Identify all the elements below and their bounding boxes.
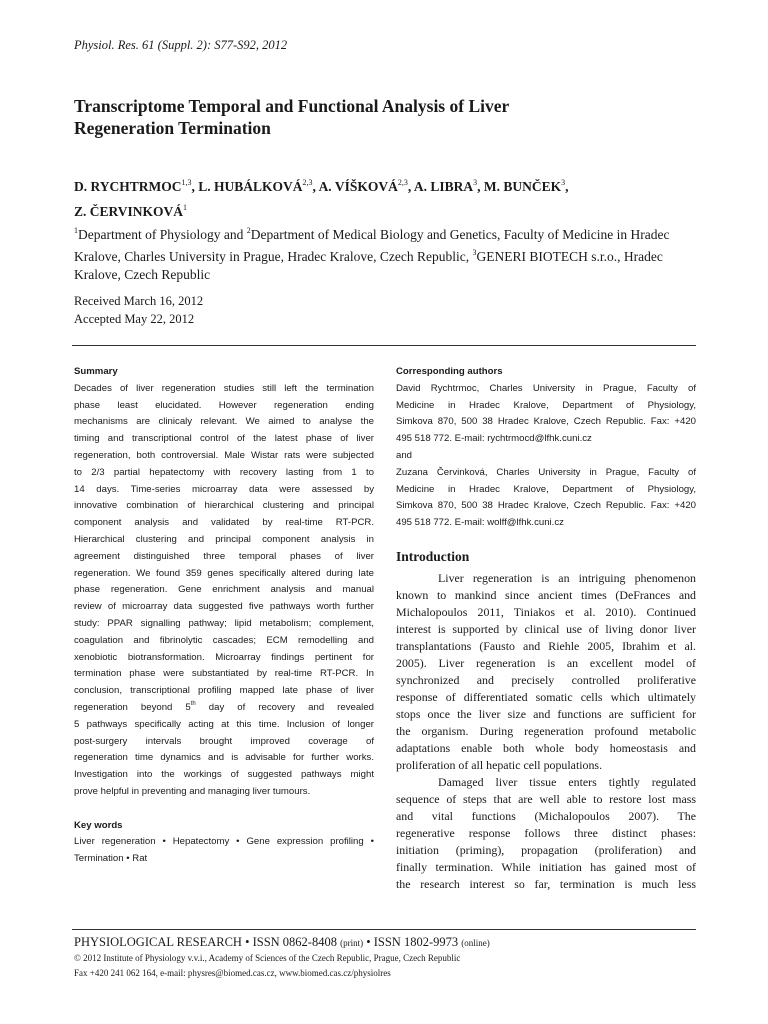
affiliation-mark: 2 — [246, 226, 251, 235]
footer-print-label: (print) — [340, 938, 364, 948]
corresponding-heading: Corresponding authors — [396, 366, 503, 377]
summary-line: review of microarray data suggested five pathways worth further — [74, 601, 374, 613]
introduction-body — [396, 570, 696, 893]
summary-line: timing and transcriptional control of the latest phase of liver — [74, 433, 374, 445]
footer-copyright: © 2012 Institute of Physiology v.v.i., Academy of Sciences of the Czech Republic, Prague, Czech Republic — [74, 953, 461, 963]
summary-line: regeneration, both controversial. Male Wistar rats were subjected — [74, 449, 374, 461]
intro-line: known to mankind since ancient times (DeFrances and — [396, 588, 696, 602]
intro-line: stops once the liver size and functions are sufficient for — [396, 707, 696, 721]
introduction-heading: Introduction — [396, 549, 470, 564]
intro-line: sequence of steps that are well able to restore lost mass — [396, 792, 696, 806]
summary-line: post-surgery intervals brought improved coverage of — [74, 735, 374, 747]
summary-line: Decades of liver regeneration studies still left the termination — [74, 382, 374, 394]
intro-line: the research interest so far, termination is much less — [396, 877, 696, 891]
footer-journal: PHYSIOLOGICAL RESEARCH • ISSN 0862-8408 — [74, 935, 337, 949]
summary-text: regeneration beyond 5 — [74, 701, 191, 713]
intro-line: synchronized and precisely controlled proliferative — [396, 673, 696, 687]
corresponding-line: Medicine in Hradec Kralove, Department of Physiology, — [396, 399, 696, 411]
summary-line: xenobiotic biotransformation. Microarray findings pertinent for — [74, 651, 374, 663]
intro-line: 2005). Liver regeneration is an excellent model of — [396, 656, 696, 670]
author-list: D. RYCHTRMOC$^{1,3}$, L. HUBÁLKOVÁ$^{2,3}$, A. VÍŠKOVÁ$^{2,3}$, A. LIBRA$^3$, M. BUNČEK$^3$, Z. ČERVINKOVÁ$^1$ — [74, 178, 569, 219]
intro-line: Michalopoulos 2011, Tiniakos et al. 2010). Continued — [396, 605, 696, 619]
footer-journal-line — [74, 935, 698, 951]
summary-line: innovative combination of hierarchical clustering and principal — [74, 500, 374, 512]
affiliations — [74, 222, 696, 284]
summary-line: regeneration. We found 359 genes specifically altered during late — [74, 567, 374, 579]
author-affiliation-mark: 2,3 — [302, 178, 313, 187]
footer-contact: Fax +420 241 062 164, e-mail: physres@biomed.cas.cz, www.biomed.cas.cz/physiolres — [74, 968, 391, 978]
affiliation-text: Department of Medical Biology and Genetics, Faculty of Medicine in Hradec Kralove, Charles University in Prague, Hradec Kralove, Czech Republic, — [74, 227, 670, 264]
summary-line: Investigation into the workings of suggested pathways might — [74, 769, 374, 781]
corresponding-line: Zuzana Červinková, Charles University in Prague, Faculty of — [396, 466, 696, 478]
accepted-date: Accepted May 22, 2012 — [74, 312, 195, 326]
spacer — [74, 801, 374, 818]
corresponding-line: 495 518 772. E-mail: rychtrmocd@lfhk.cuni.cz — [396, 433, 592, 445]
corresponding-authors-column — [396, 364, 696, 532]
intro-line: Damaged liver tissue enters tightly regulated — [438, 775, 696, 789]
intro-line: initiation (priming), propagation (proliferation) and — [396, 843, 696, 857]
summary-line: 14 days. Time-series microarray data were assessed by — [74, 483, 374, 495]
corresponding-line: Simkova 870, 500 38 Hradec Kralove, Czech Republic. Fax: +420 — [396, 500, 696, 512]
title-line-1: Transcriptome Temporal and Functional Analysis of Liver — [74, 96, 510, 116]
intro-line: proliferation of all hepatic cell populations. — [396, 758, 603, 772]
author-name: L. HUBÁLKOVÁ — [198, 179, 303, 194]
intro-line: response of differentiated somatic cells which ultimately — [396, 690, 696, 704]
paper-title — [74, 95, 694, 139]
intro-line: adaptations enable both whole body homeostasis and — [396, 741, 696, 755]
corresponding-line: Medicine in Hradec Kralove, Department of Physiology, — [396, 483, 696, 495]
author-affiliation-mark: 2,3 — [397, 178, 408, 187]
intro-line: interest is supported by clinical use of living donor liver — [396, 622, 696, 636]
summary-line: phase least elucidated. However regeneration ending — [74, 399, 374, 411]
summary-line: prove helpful in preventing and managing liver tumours. — [74, 785, 311, 797]
author-affiliation-mark: 1 — [183, 203, 188, 212]
summary-line: termination phase were substantiated by real-time RT-PCR. In — [74, 668, 374, 680]
corresponding-line: David Rychtrmoc, Charles University in Prague, Faculty of — [396, 382, 696, 394]
author-affiliation-mark: 3 — [561, 178, 566, 187]
intro-line: and vital functions (Michalopoulos 2007). The — [396, 809, 696, 823]
author-name: M. BUNČEK — [483, 179, 562, 194]
received-date: Received March 16, 2012 — [74, 294, 204, 308]
summary-line: regeneration time dynamics and is advisable for further works. — [74, 752, 374, 764]
summary-line: phase regeneration. Gene enrichment analysis and manual — [74, 584, 374, 596]
summary-heading: Summary — [74, 366, 118, 377]
ordinal-suffix: th — [190, 700, 196, 707]
footer-issn-online: • ISSN 1802-9973 — [363, 935, 459, 949]
journal-footer — [74, 935, 698, 981]
header-divider — [72, 345, 696, 346]
summary-line: to 2/3 partial hepatectomy with recovery lasting from 1 to — [74, 466, 374, 478]
corresponding-line: 495 518 772. E-mail: wolff@lfhk.cuni.cz — [396, 517, 564, 529]
intro-line: transplantations (Fausto and Riehle 2005, Ibrahim et al. — [396, 639, 696, 653]
summary-column — [74, 364, 374, 868]
summary-line: Hierarchical clustering and principal component analysis in — [74, 533, 374, 545]
footer-online-label: (online) — [461, 938, 490, 948]
author-name: A. VÍŠKOVÁ — [318, 179, 398, 194]
keywords-line: Termination • Rat — [74, 853, 148, 865]
corresponding-line: Simkova 870, 500 38 Hradec Kralove, Czech Republic. Fax: +420 — [396, 416, 696, 428]
summary-line: mechanisms are clinicaly relevant. We aimed to analyse the — [74, 416, 374, 428]
intro-line: Liver regeneration is an intriguing phenomenon — [438, 571, 696, 585]
title-line-2: Regeneration Termination — [74, 118, 271, 138]
author-affiliation-mark: 1,3 — [181, 178, 192, 187]
author-name: D. RYCHTRMOC — [74, 179, 182, 194]
journal-reference: Physiol. Res. 61 (Suppl. 2): S77-S92, 2012 — [74, 38, 288, 52]
affiliation-mark: 1 — [74, 226, 78, 235]
footer-divider — [72, 929, 696, 930]
author-name: A. LIBRA — [413, 179, 474, 194]
affiliation-text: GENERI BIOTECH s.r.o., Hradec Kralove, Czech Republic — [74, 249, 663, 282]
summary-text: day of recovery and revealed — [195, 701, 374, 713]
summary-line — [74, 700, 374, 717]
intro-line: finally termination. While initiation has gained most of — [396, 860, 696, 874]
summary-line: conclusion, transcriptional profiling mapped late phase of liver — [74, 685, 374, 697]
summary-line: agreement distinguished three temporal phases of liver — [74, 550, 374, 562]
keywords-line: Liver regeneration • Hepatectomy • Gene expression profiling • — [74, 836, 374, 848]
author-affiliation-mark: 3 — [473, 178, 478, 187]
intro-line: the organism. During regeneration profound metabolic — [396, 724, 696, 738]
corresponding-and: and — [396, 449, 413, 461]
summary-line: component analysis and validated by real-time RT-PCR. — [74, 517, 374, 529]
publication-dates — [74, 292, 203, 328]
intro-line: regenerative response follows three distinct phases: — [396, 826, 696, 840]
affiliation-mark: 3 — [472, 248, 477, 257]
author-name: Z. ČERVINKOVÁ — [74, 204, 184, 219]
summary-line: 5 pathways specifically acting at this time. Inclusion of longer — [74, 718, 374, 730]
summary-line: study: PPAR signalling pathway; lipid metabolism; complement, — [74, 617, 374, 629]
keywords-heading: Key words — [74, 819, 123, 831]
summary-line: coagulation and fibrinolytic cascades; ECM remodelling and — [74, 634, 374, 646]
affiliation-text: Department of Physiology and — [78, 227, 247, 242]
